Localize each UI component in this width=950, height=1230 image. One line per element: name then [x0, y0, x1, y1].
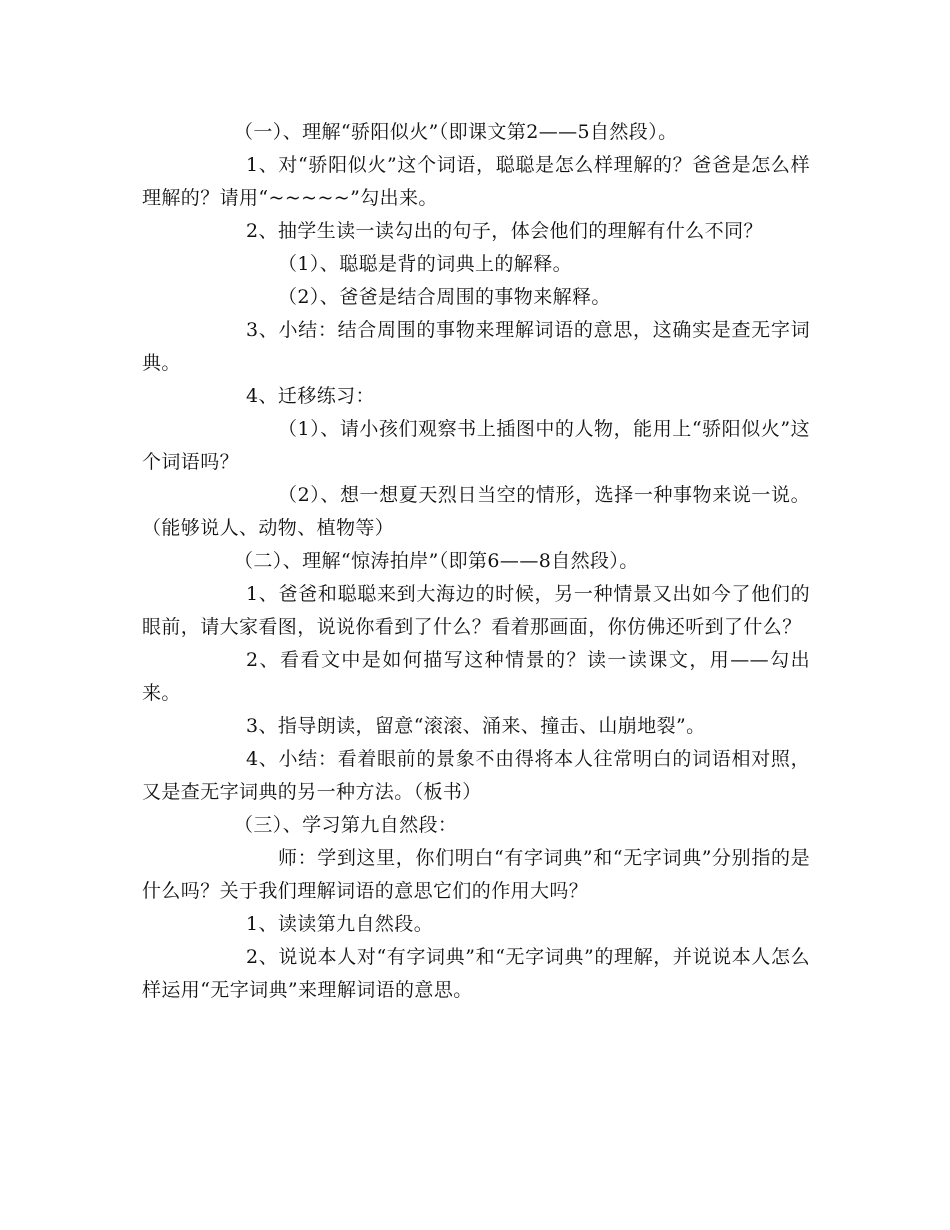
- paragraph: 1、爸爸和聪聪来到大海边的时候，另一种情景又出如今了他们的眼前，请大家看图，说说你看到了什么？看着那画面，你仿佛还听到了什么？: [142, 583, 810, 638]
- paragraph: 1、对“骄阳似火”这个词语，聪聪是怎么样理解的？爸爸是怎么样理解的？请用“~~~~~”勾出来。: [142, 154, 810, 209]
- paragraph: 4、迁移练习：: [246, 385, 375, 407]
- paragraph: 3、小结：结合周围的事物来理解词语的意思，这确实是查无字词典。: [142, 319, 810, 374]
- paragraph: （2）、想一想夏天烈日当空的情形，选择一种事物来说一说。（能够说人、动物、植物等）: [142, 484, 810, 539]
- paragraph: 师：学到这里，你们明白“有字词典”和“无字词典”分别指的是什么吗？关于我们理解词语的意思它们的作用大吗？: [142, 847, 810, 902]
- paragraph: 3、指导朗读，留意“滚滚、涌来、撞击、山崩地裂”。: [246, 715, 706, 737]
- section-heading-2: （二）、理解“惊涛拍岸”（即第6——8自然段）。: [234, 550, 639, 572]
- paragraph: 4、小结：看着眼前的景象不由得将本人往常明白的词语相对照，又是查无字词典的另一种方法。（板书）: [142, 748, 810, 803]
- paragraph: 2、看看文中是如何描写这种情景的？读一读课文，用——勾出来。: [142, 649, 810, 704]
- document-body: [142, 116, 810, 1007]
- paragraph: 2、抽学生读一读勾出的句子，体会他们的理解有什么不同？: [246, 220, 763, 242]
- paragraph: 2、说说本人对“有字词典”和“无字词典”的理解，并说说本人怎么样运用“无字词典”来理解词语的意思。: [142, 946, 810, 1001]
- paragraph: （2）、爸爸是结合周围的事物来解释。: [278, 286, 611, 308]
- section-heading-3: （三）、学习第九自然段：: [234, 814, 458, 836]
- paragraph: （1）、聪聪是背的词典上的解释。: [278, 253, 572, 275]
- section-heading-1: （一）、理解“骄阳似火”（即课文第2——5自然段）。: [234, 121, 678, 143]
- paragraph: （1）、请小孩们观察书上插图中的人物，能用上“骄阳似火”这个词语吗？: [142, 418, 810, 473]
- paragraph: 1、读读第九自然段。: [246, 913, 434, 935]
